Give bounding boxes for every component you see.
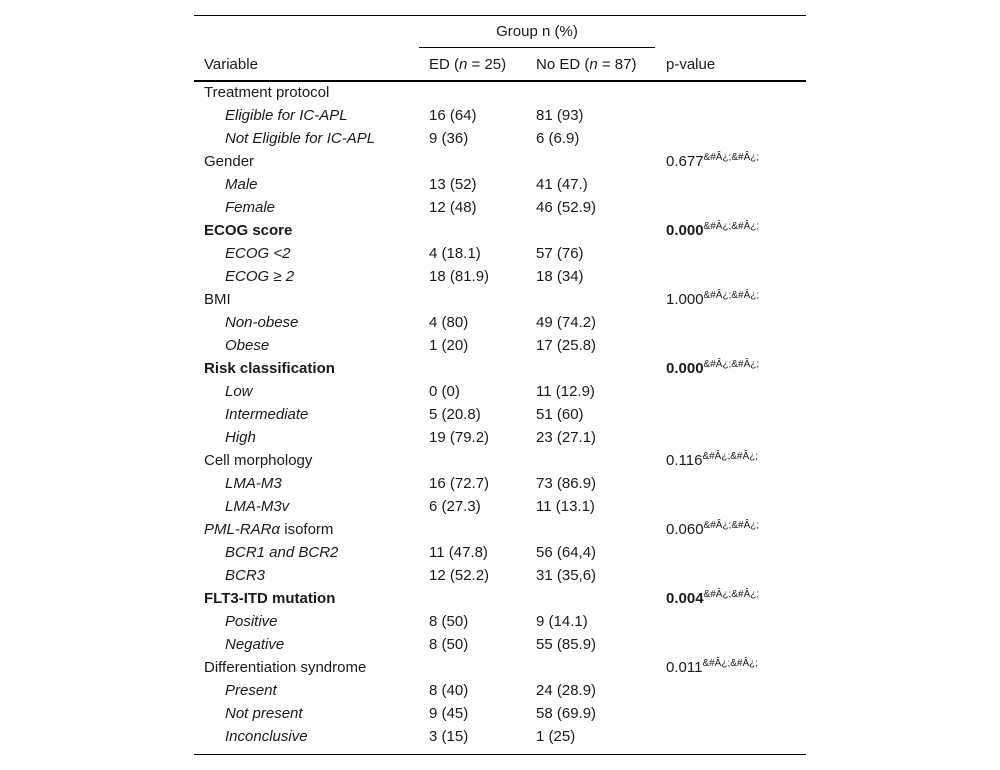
row-label: Present (225, 682, 277, 699)
ed-header: ED (n = 25) (429, 56, 507, 73)
row-label: LMA-M3 (225, 475, 282, 492)
row-label: BCR3 (225, 567, 266, 584)
row-label: Male (225, 176, 258, 193)
p-value: $0.004^{\&\#Â¿;\&\#Â¿;}$ (666, 589, 760, 607)
ed-value: 8 (40) (429, 682, 469, 699)
table-bottom-rule (194, 754, 806, 755)
p-value: $0.000^{\&\#Â¿;\&\#Â¿;}$ (666, 359, 760, 377)
group-header-rule (419, 47, 655, 48)
table-row (194, 473, 806, 496)
no-ed-header: No ED (n = 87) (536, 56, 637, 73)
variable-header: Variable (204, 56, 258, 73)
group-header: Group n (%) (496, 23, 578, 40)
table-row (194, 335, 806, 358)
no-ed-value: 73 (86.9) (536, 475, 597, 492)
no-ed-value: 31 (35,6) (536, 567, 597, 584)
row-label: ECOG ≥ 2 (225, 268, 295, 285)
table-row (194, 381, 806, 404)
no-ed-value: 46 (52.9) (536, 199, 597, 216)
table-row (194, 519, 806, 542)
table-row (194, 220, 806, 243)
table-row (194, 542, 806, 565)
table-row (194, 312, 806, 335)
ed-value: 16 (72.7) (429, 475, 490, 492)
ed-value: 5 (20.8) (429, 406, 481, 423)
table-row (194, 680, 806, 703)
row-label: Female (225, 199, 276, 216)
table-row (194, 243, 806, 266)
row-label: LMA-M3v (225, 498, 290, 515)
no-ed-value: 41 (47.) (536, 176, 588, 193)
table-row (194, 496, 806, 519)
row-label: Inconclusive (225, 728, 308, 745)
row-label: Differentiation syndrome (204, 659, 367, 676)
ed-value: 8 (50) (429, 613, 469, 630)
no-ed-value: 57 (76) (536, 245, 584, 262)
row-label: Gender (204, 153, 255, 170)
no-ed-value: 6 (6.9) (536, 130, 580, 147)
table-row (194, 726, 806, 749)
no-ed-value: 9 (14.1) (536, 613, 588, 630)
ed-value: 12 (48) (429, 199, 477, 216)
table-row (194, 657, 806, 680)
p-value: $1.000^{\&\#Â¿;\&\#Â¿;}$ (666, 290, 760, 308)
no-ed-value: 51 (60) (536, 406, 584, 423)
row-label: Negative (225, 636, 285, 653)
row-label: Obese (225, 337, 270, 354)
row-label: Not Eligible for IC-APL (225, 130, 376, 147)
table-row (194, 565, 806, 588)
ed-value: 12 (52.2) (429, 567, 490, 584)
row-label: Intermediate (225, 406, 309, 423)
no-ed-value: 55 (85.9) (536, 636, 597, 653)
no-ed-value: 18 (34) (536, 268, 584, 285)
ed-value: 3 (15) (429, 728, 469, 745)
ed-value: 8 (50) (429, 636, 469, 653)
p-value: $0.060^{\&\#Â¿;\&\#Â¿;}$ (666, 520, 760, 538)
ed-value: 4 (80) (429, 314, 469, 331)
table-row (194, 611, 806, 634)
row-label: ECOG score (204, 222, 293, 239)
row-label: Cell morphology (204, 452, 313, 469)
row-label: BMI (204, 291, 231, 308)
ed-value: 19 (79.2) (429, 429, 490, 446)
table-row (194, 266, 806, 289)
table-row (194, 358, 806, 381)
table-row (194, 174, 806, 197)
no-ed-value: 56 (64,4) (536, 544, 597, 561)
row-label: FLT3-ITD mutation (204, 590, 336, 607)
ed-value: 9 (45) (429, 705, 469, 722)
p-value: $0.677^{\&\#Â¿;\&\#Â¿;}$ (666, 152, 760, 170)
table-row (194, 588, 806, 611)
p-value: $0.011^{\&\#Â¿;\&\#Â¿;}$ (666, 658, 759, 676)
p-value-header: p-value (666, 56, 716, 73)
p-value: $0.000^{\&\#Â¿;\&\#Â¿;}$ (666, 221, 760, 239)
row-label: ECOG <2 (225, 245, 291, 262)
ed-value: 16 (64) (429, 107, 477, 124)
table-row (194, 82, 806, 105)
row-label: BCR1 and BCR2 (225, 544, 339, 561)
no-ed-value: 81 (93) (536, 107, 584, 124)
no-ed-value: 17 (25.8) (536, 337, 597, 354)
table-row (194, 128, 806, 151)
no-ed-value: 58 (69.9) (536, 705, 597, 722)
ed-value: 9 (36) (429, 130, 469, 147)
row-label: Positive (225, 613, 278, 630)
row-label: Not present (225, 705, 303, 722)
p-value: $0.116^{\&\#Â¿;\&\#Â¿;}$ (666, 451, 759, 469)
row-label: High (225, 429, 256, 446)
row-label: Risk classification (204, 360, 335, 377)
table-row (194, 634, 806, 657)
table-row (194, 450, 806, 473)
table-row (194, 151, 806, 174)
ed-value: 1 (20) (429, 337, 469, 354)
ed-value: 11 (47.8) (429, 544, 488, 561)
row-label: Eligible for IC-APL (225, 107, 348, 124)
table-top-rule (194, 15, 806, 16)
row-label: PML-RARα isoform (204, 521, 334, 538)
no-ed-value: 23 (27.1) (536, 429, 597, 446)
no-ed-value: 24 (28.9) (536, 682, 597, 699)
no-ed-value: 11 (12.9) (536, 383, 595, 400)
no-ed-value: 11 (13.1) (536, 498, 595, 515)
table-row (194, 197, 806, 220)
row-label: Non-obese (225, 314, 299, 331)
ed-value: 0 (0) (429, 383, 460, 400)
no-ed-value: 1 (25) (536, 728, 576, 745)
row-label: Low (225, 383, 253, 400)
table-row (194, 703, 806, 726)
row-label: Treatment protocol (204, 84, 330, 101)
table-row (194, 404, 806, 427)
ed-value: 13 (52) (429, 176, 477, 193)
table-row (194, 427, 806, 450)
table-row (194, 289, 806, 312)
table-row (194, 105, 806, 128)
ed-value: 6 (27.3) (429, 498, 481, 515)
no-ed-value: 49 (74.2) (536, 314, 597, 331)
ed-value: 18 (81.9) (429, 268, 490, 285)
ed-value: 4 (18.1) (429, 245, 481, 262)
